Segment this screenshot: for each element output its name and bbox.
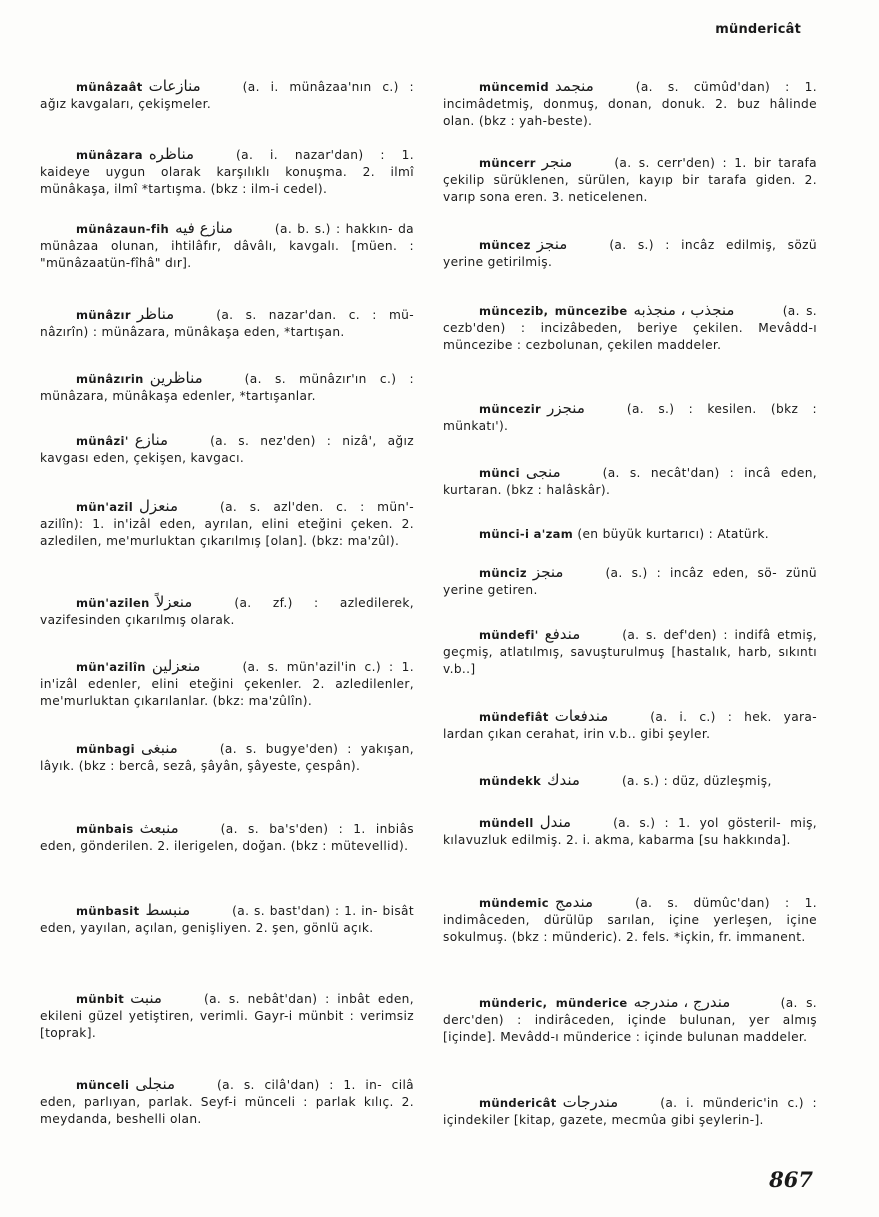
arabic-script: منجز [536, 235, 568, 253]
headword: müncez [479, 238, 531, 252]
definition: zünü yerine getiren. [443, 566, 817, 597]
dictionary-entry [40, 432, 414, 467]
headword: münbagi [76, 742, 135, 756]
grammar-note: (a. i. münderic'in c.) : [660, 1096, 817, 1110]
definition: eden, gönderilen. 2. ilerigelen, doğan. (bkz : mütevellid). [40, 839, 409, 853]
arabic-script: مندل [539, 813, 572, 831]
dictionary-entry [40, 658, 414, 710]
entry-text [443, 894, 817, 946]
grammar-note: (a. s.) : düz, düzleşmiş, [621, 774, 772, 788]
headword: münâzaât [76, 80, 143, 94]
dictionary-entry [443, 78, 817, 130]
arabic-script: مناظر [136, 305, 175, 323]
entry-text [40, 220, 414, 272]
headword: münciz [479, 566, 527, 580]
grammar-note: (a. s.) : 1. yol gösteril- [613, 816, 781, 830]
dictionary-entry [40, 820, 414, 855]
dictionary-entry [443, 526, 817, 543]
entry-text [40, 820, 414, 855]
grammar-note: (a. i. c.) : hek. yara- [650, 710, 817, 724]
grammar-note: (a. s.) : kesilen. (bkz : [626, 402, 817, 416]
arabic-script: منبغى [140, 739, 178, 757]
headword: münbais [76, 822, 134, 836]
arabic-script: مناظره [148, 145, 195, 163]
definition: (a. s. derc'den) : indirâceden, içinde bulunan, yer almış [içinde]. Mevâdd-ı münderice : içinde bulunan maddeler. [443, 996, 818, 1044]
definition: indimâceden, dürülüp sarılan, içine yerleşen, içine sokulmuş. (bkz : münderic). 2. fels. *içkin, fr. immanent. [443, 913, 817, 944]
definition: 1. in'izâl edenler, elini eteğini çekenler. 2. azledilenler, me'murluktan çıkarılanlar. (bkz: ma'zûlîn). [40, 660, 414, 708]
headword: mündemic [479, 896, 549, 910]
arabic-script: منجى [525, 463, 561, 481]
dictionary-entry [443, 302, 817, 354]
definition: etmiş, geçmiş, atlatılmış, savuşturulmuş [hastalık, harb, sıkıntı v.b..] [443, 628, 817, 676]
definition: sözü yerine getirilmiş. [443, 238, 817, 269]
entry-text [40, 432, 414, 467]
grammar-note: (a. s. münâzır'ın c.) : [244, 372, 414, 386]
arabic-script: منازع فيه [175, 219, 233, 237]
entry-text [443, 526, 817, 543]
definition: azilîn): 1. in'izâl eden, ayrılan, elini eteğini çeken. 2. azledilen, me'murluktan çıkarılmış [olan]. (bkz: ma'zûl). [40, 517, 414, 548]
definition: da münâzaa olunan, ihtilâfır, dâvâlı, kavgalı. [müen. : "münâzaatün-fîhâ" dır]. [40, 222, 414, 270]
entry-text [40, 902, 414, 937]
grammar-note: (a. b. s.) : hakkın- [274, 222, 393, 236]
dictionary-entry [443, 236, 817, 271]
definition: ağız kavgası eden, çekişen, kavgacı. [40, 434, 414, 465]
dictionary-entry [40, 146, 414, 198]
arabic-script: منازع [134, 431, 169, 449]
dictionary-entry [443, 564, 817, 599]
dictionary-entry [443, 464, 817, 499]
dictionary-entry [443, 708, 817, 743]
headword: mün'azilîn [76, 660, 146, 674]
headword: münâzır [76, 308, 131, 322]
grammar-note: (a. s. cilâ'dan) : 1. in- [217, 1078, 382, 1092]
entry-text [443, 994, 817, 1046]
running-head: mündericât [715, 22, 801, 37]
arabic-script: منجزر [547, 399, 585, 417]
headword: mün'azil [76, 500, 134, 514]
entry-text [40, 498, 414, 550]
headword: münbit [76, 992, 125, 1006]
headword: mündefiât [479, 710, 549, 724]
grammar-note: (a. s. necât'dan) : incâ eden, [602, 466, 817, 480]
grammar-note: (a. zf.) : azledilerek, [234, 596, 414, 610]
grammar-note: (a. s. mün'azil'in c.) : [242, 660, 394, 674]
entry-text [40, 740, 414, 775]
dictionary-entry [40, 902, 414, 937]
entry-text [40, 146, 414, 198]
entry-text [443, 400, 817, 435]
dictionary-entry [40, 306, 414, 341]
headword: münbasit [76, 904, 140, 918]
entry-text [443, 302, 817, 354]
definition: vazifesinden çıkarılmış olarak. [40, 613, 235, 627]
dictionary-entry [40, 1076, 414, 1128]
definition: nâzırîn) : münâzara, münâkaşa eden, *tartışan. [40, 325, 345, 339]
entry-text [40, 594, 414, 629]
definition: bisât eden, yayılan, açılan, genişliyen. 2. şen, gönlü açık. [40, 904, 414, 935]
entry-text [443, 814, 817, 849]
dictionary-entry [443, 894, 817, 946]
headword: mündericât [479, 1096, 557, 1110]
entry-text [443, 236, 817, 271]
grammar-note: (a. s. nez'den) : nizâ', [210, 434, 377, 448]
definition: (a. s. cezb'den) : incizâbeden, beriye çekilen. Mevâdd-ı müncezibe : cezbolunan, çekilen maddeler. [443, 304, 817, 352]
grammar-note: (a. s. nazar'dan. c. : mü- [216, 308, 414, 322]
definition: tarafa çekilip sürüklenen, sürülen, kayıp bir tarafa giden. 2. varıp sona eren. 3. neticelenen. [443, 156, 817, 204]
headword: müncezir [479, 402, 542, 416]
grammar-note: (a. i. münâzaa'nın c.) : [242, 80, 414, 94]
entry-text [443, 464, 817, 499]
entry-text [40, 306, 414, 341]
arabic-script: منجز [532, 563, 564, 581]
entry-text [443, 1094, 817, 1129]
dictionary-entry [40, 594, 414, 629]
headword: münâzara [76, 148, 143, 162]
arabic-script: منعزل [139, 497, 178, 515]
definition: cilâ eden, parlıyan, parlak. Seyf-i münceli : parlak kılıç. 2. meydanda, beshelli olan. [40, 1078, 414, 1126]
dictionary-entry [443, 154, 817, 206]
headword: mündefi' [479, 628, 539, 642]
entry-text [443, 708, 817, 743]
definition: lardan çıkan cerahat, irin v.b.. gibi şeyler. [443, 727, 711, 741]
headword: münâzi' [76, 434, 129, 448]
arabic-script: مندك [547, 771, 580, 789]
entry-text [443, 78, 817, 130]
definition: münâzara, münâkaşa edenler, *tartışanlar. [40, 389, 316, 403]
grammar-note: (a. s. bast'dan) : 1. in- [232, 904, 378, 918]
arabic-script: مندرجات [562, 1093, 619, 1111]
entry-text [40, 658, 414, 710]
arabic-script: منجلى [135, 1075, 176, 1093]
arabic-script: منبت [130, 989, 162, 1007]
dictionary-entry [40, 370, 414, 405]
dictionary-entry [443, 1094, 817, 1129]
entry-text [443, 564, 817, 599]
entry-text [40, 1076, 414, 1128]
page-number: 867 [769, 1167, 813, 1192]
grammar-note: (a. s. ba's'den) : 1. inbiâs [220, 822, 414, 836]
grammar-note: (a. s. nebât'dan) : [203, 992, 330, 1006]
entry-text [40, 370, 414, 405]
grammar-note: (a. s.) : incâz eden, sö- [605, 566, 778, 580]
arabic-script: منجذب ، منجذبه [633, 301, 735, 319]
headword: mün'azilen [76, 596, 150, 610]
grammar-note: (a. s. def'den) : indifâ [622, 628, 771, 642]
grammar-note: (a. s. azl'den. c. : mün'- [220, 500, 414, 514]
entry-text [443, 626, 817, 678]
headword: mündekk [479, 774, 542, 788]
headword: münderic, münderice [479, 996, 628, 1010]
definition: yakışan, lâyık. (bkz : bercâ, sezâ, şâyân, şâyeste, çespân). [40, 742, 414, 773]
arabic-script: مناظرين [149, 369, 203, 387]
arabic-script: منجر [541, 153, 573, 171]
arabic-script: مندمج [554, 893, 594, 911]
dictionary-entry [443, 400, 817, 435]
arabic-script: منبعث [139, 819, 179, 837]
dictionary-entry [443, 772, 817, 790]
dictionary-entry [40, 220, 414, 272]
headword: müncemid [479, 80, 549, 94]
entry-text [40, 78, 414, 113]
headword: müncezib, müncezibe [479, 304, 628, 318]
dictionary-entry [443, 994, 817, 1046]
dictionary-entry [40, 78, 414, 113]
arabic-script: مندفعات [554, 707, 609, 725]
headword: müncerr [479, 156, 536, 170]
definition: ağız kavgaları, çekişmeler. [40, 97, 212, 111]
arabic-script: منبسط [145, 901, 191, 919]
dictionary-entry [443, 814, 817, 849]
arabic-script: مندفع [544, 625, 581, 643]
definition: kurtaran. (bkz : halâskâr). [443, 483, 611, 497]
headword: münâzırin [76, 372, 144, 386]
arabic-script: منعزلاً [155, 593, 193, 611]
definition: münkatı'). [443, 419, 509, 433]
grammar-note: (a. s. cümûd'dan) : [635, 80, 790, 94]
dictionary-entry [40, 990, 414, 1042]
grammar-note: (en büyük kurtarıcı) : Atatürk. [577, 527, 769, 541]
definition: miş, kılavuzluk edilmiş. 2. i. akma, kabarma [su hakkında]. [443, 816, 817, 847]
grammar-note: (a. s. cerr'den) : 1. bir [614, 156, 772, 170]
headword: münci-i a'zam [479, 527, 574, 541]
headword: mündell [479, 816, 534, 830]
definition: kaideye uygun olarak karşılıklı konuşma. 2. ilmî münâkaşa, ilmî *tartışma. (bkz : ilm-i cedel). [40, 165, 414, 196]
arabic-script: منازعات [148, 77, 201, 95]
dictionary-entry [40, 498, 414, 550]
grammar-note: (a. s.) : incâz edilmiş, [609, 238, 777, 252]
arabic-script: منعزلين [151, 657, 201, 675]
grammar-note: (a. i. nazar'dan) : 1. [236, 148, 414, 162]
definition: içindekiler [kitap, gazete, mecmûa gibi şeylerin-]. [443, 1113, 764, 1127]
entry-text [40, 990, 414, 1042]
grammar-note: (a. s. bugye'den) : [219, 742, 352, 756]
headword: münci [479, 466, 520, 480]
arabic-script: منجمد [554, 77, 594, 95]
headword: münâzaun-fih [76, 222, 170, 236]
dictionary-entry [40, 740, 414, 775]
definition: 1. incimâdetmiş, donmuş, donan, donuk. 2. buz hâlinde olan. (bkz : yah-beste). [443, 80, 817, 128]
headword: münceli [76, 1078, 130, 1092]
entry-text [443, 772, 817, 790]
grammar-note: (a. s. dümûc'dan) : 1. [635, 896, 817, 910]
arabic-script: مندرج ، مندرجه [633, 993, 731, 1011]
entry-text [443, 154, 817, 206]
definition: inbât eden, ekileni güzel yetiştiren, verimli. Gayr-i münbit : verimsiz [toprak]. [40, 992, 414, 1040]
dictionary-entry [443, 626, 817, 678]
